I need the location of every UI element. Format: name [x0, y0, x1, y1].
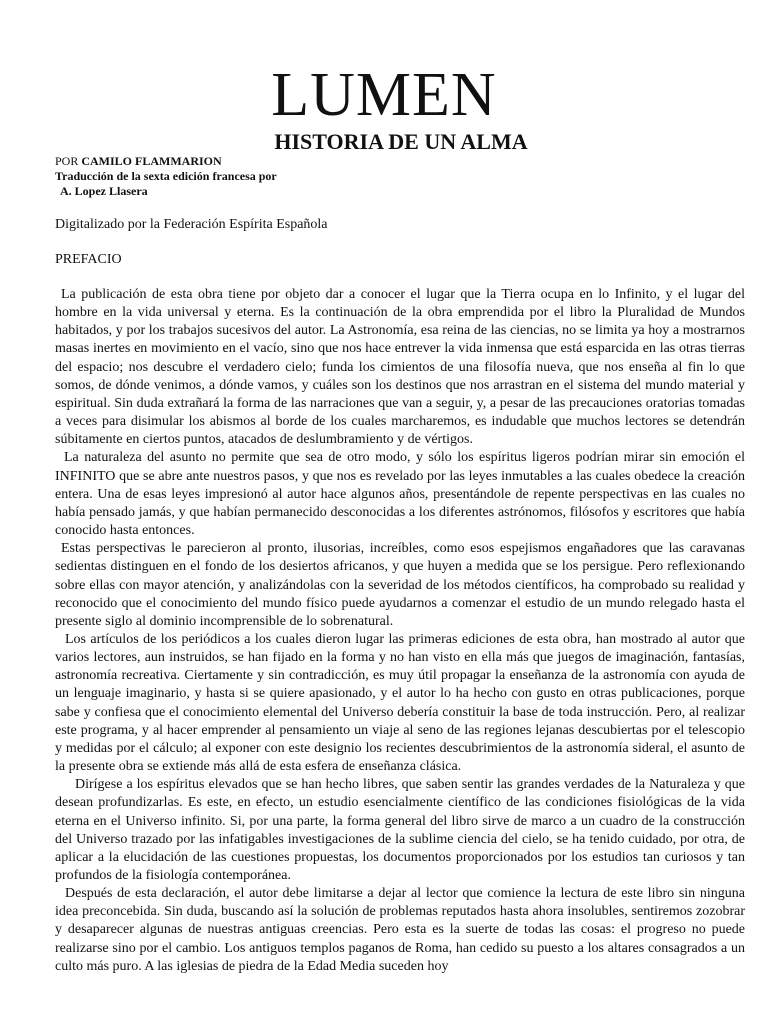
translator-name: A. Lopez Llasera [60, 184, 148, 198]
paragraph: La naturaleza del asunto no permite que sea de otro modo, y sólo los espíritus ligeros podrían mirar sin emoción el INFINITO que se abre ante nuestros pasos, y que nos es revelado por las leyes inmutables a las cuales obedece la creación entera. Una de esas leyes impresionó al autor hace algunos años, presentándole de repente perspectivas en las cuales no había pensado jamás, y que habían permanecido desconocidas a los diferentes astrónomos, filósofos y escritores que había conocido hasta entonces. [55, 450, 745, 539]
page-title: LUMEN [271, 61, 497, 129]
byline [55, 154, 277, 169]
paragraph: Los artículos de los periódicos a los cuales dieron lugar las primeras ediciones de esta obra, han mostrado al autor que varios lectores, aun instruidos, se han fijado en la forma y no han visto en ella más que juegos de imaginación, fantasías, astronomía recreativa. Ciertamente y sin contradicción, es muy útil propagar la enseñanza de la astronomía con ayuda de un lenguaje imaginario, y hasta si se quiere apasionado, y el autor lo ha hecho con gusto en otras publicaciones, porque sabe y confiesa que el conocimiento elemental del Universo debería constituir la base de toda instrucción. Pero, al realizar este programa, y al hacer emprender al pensamiento un viaje al seno de las regiones lejanas descubiertas por el telescopio y medidas por el cálculo; al exponer con este designio los recientes descubrimientos de la astronomía sideral, el asunto de la presente obra se extiende más allá de esta esfera de enseñanza clásica. [55, 631, 745, 775]
author-name: CAMILO FLAMMARION [81, 154, 222, 168]
paragraph: Estas perspectivas le parecieron al pronto, ilusorias, increíbles, como esos espejismos engañadores que las caravanas sedientas distinguen en el fondo de los desiertos africanos, y que huyen a medida que se los persigue. Pero reflexionando sobre ellas con mayor atención, y analizándolas con la severidad de los métodos científicos, ha comprobado su realidad y reconocido que el conocimiento del mundo físico puede ayudarnos a comenzar el estudio de un mundo relegado hasta el presente siglo al dominio incomprensible de lo sobrenatural. [55, 541, 745, 629]
preface-body [55, 286, 745, 976]
digitization-credit: Digitalizado por la Federación Espírita Española [55, 217, 328, 232]
paragraph: La publicación de esta obra tiene por objeto dar a conocer el lugar que la Tierra ocupa en lo Infinito, y el lugar del hombre en la vida universal y eterna. Es la continuación de la obra emprendida por el libro la Pluralidad de Mundos habitados, y por los trabajos sucesivos del autor. La Astronomía, esa reina de las ciencias, no se limita ya hoy a mostrarnos masas inertes en movimiento en el vacío, sino que nos hace entrever la vida inmensa que está esparcida en las otras tierras del espacio; nos descubre el verdadero cielo; funda los cimientos de una filosofía nueva, que nos enseña al fin lo que somos, de dónde venimos, a dónde vamos, y cuáles son los destinos que nos arrastran en el sistema del mundo material y espiritual. Sin duda extrañará la forma de las narraciones que van a seguir, y, a pesar de las precauciones oratorias tomadas a veces para disimular los abismos al borde de los cuales marcharemos, es indudable que muchos lectores se detendrán súbitamente en ciertos puntos, atacados de deslumbramiento y de vértigos. [55, 287, 745, 448]
section-heading: PREFACIO [55, 252, 122, 267]
paragraph: Después de esta declaración, el autor debe limitarse a dejar al lector que comience la lectura de este libro sin ninguna idea preconcebida. Sin duda, buscando así la solución de problemas reputados hasta ahora insolubles, sentiremos zozobrar y desaparecer algunas de nuestras antiguas creencias. Pero esta es la suerte de todas las cosas: el progreso no puede realizarse sino por el cambio. Los antiguos templos paganos de Roma, han cedido su puesto a los altares consagrados a un culto más puro. A las iglesias de piedra de la Edad Media suceden hoy [55, 886, 745, 974]
paragraph: Dirígese a los espíritus elevados que se han hecho libres, que saben sentir las grandes verdades de la Naturaleza y que desean profundizarlas. Es este, en efecto, un estudio esencialmente científico de las condiciones fisiológicas de la vida eterna en el Universo infinito. Si, por una parte, la forma general del libro sirve de marco a un cuadro de la construcción del Universo trazado por las infatigables investigaciones de la sublime ciencia del cielo, se ha tenido cuidado, por otra, de aplicar a la elucidación de las cuestiones propuestas, los documentos proporcionados por los estudios tan curiosos y tan profundos de la fisiología contemporánea. [55, 777, 745, 883]
translation-note: Traducción de la sexta edición francesa por [55, 169, 277, 183]
credits-block [55, 154, 277, 199]
page-subtitle: HISTORIA DE UN ALMA [274, 129, 528, 154]
byline-prefix: POR [55, 154, 79, 168]
